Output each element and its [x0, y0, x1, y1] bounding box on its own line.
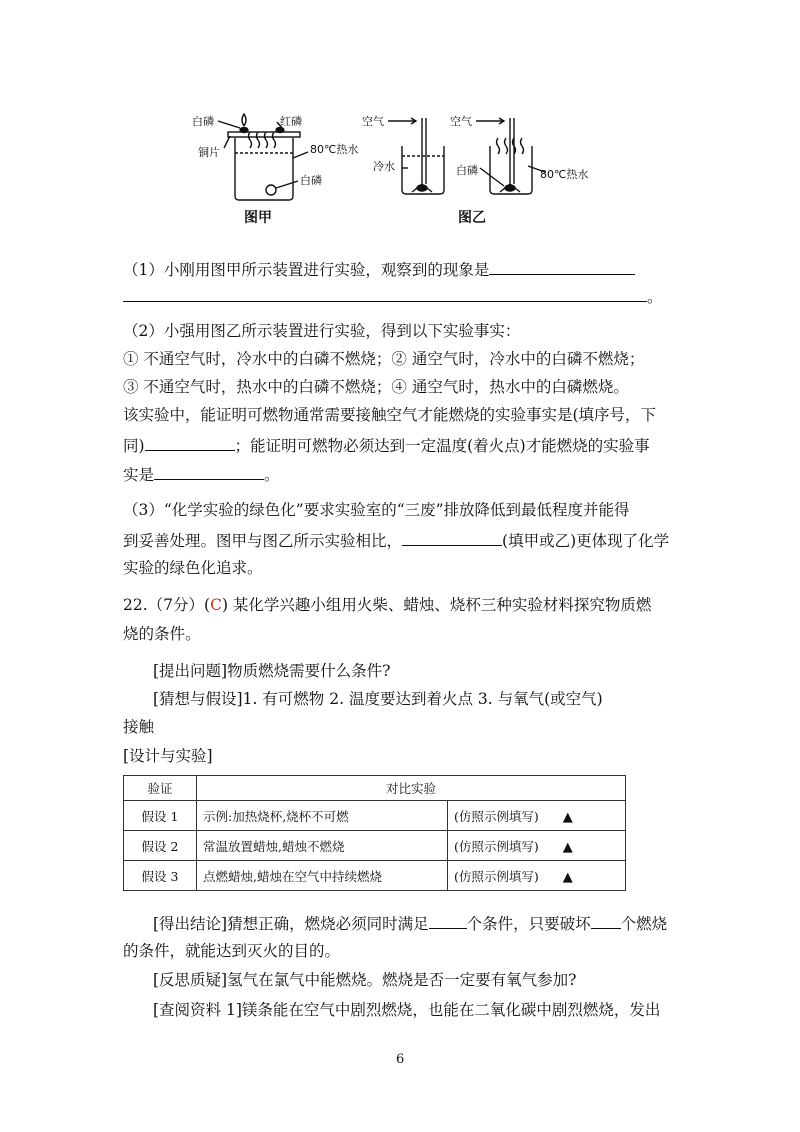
q2-facts-line2: ③ 不通空气时，热水中的白磷不燃烧；④ 通空气时，热水中的白磷燃烧。	[123, 378, 629, 396]
table-row	[124, 801, 626, 831]
q2-ask-line2b: ；能证明可燃物必须达到一定温度(着火点)才能燃烧的实验事	[234, 437, 650, 455]
label-yi-hot-water: 80℃热水	[540, 168, 589, 181]
fill-hint: (仿照示例填写)	[454, 868, 539, 884]
label-jia-hot-water: 80℃热水	[310, 143, 359, 156]
table-row	[124, 831, 626, 861]
fill-hint: (仿照示例填写)	[454, 838, 539, 854]
q22-hypothesis1: [猜想与假设]1. 有可燃物 2. 温度要达到着火点 3. 与氧气(或空气)	[153, 690, 603, 708]
q22-stem1: 某化学兴趣小组用火柴、蜡烛、烧杯三种实验材料探究物质燃	[228, 596, 652, 614]
table-cell-fill[interactable]	[448, 801, 626, 831]
q3-line2	[123, 529, 669, 551]
label-jia-white-p-bottom: 白磷	[300, 174, 322, 187]
q22-conclusion2: 的条件，就能达到灭火的目的。	[123, 942, 341, 960]
table-cell-hypothesis: 假设 3	[124, 861, 197, 891]
triangle-icon: ▲	[562, 809, 573, 825]
table-cell-hypothesis: 假设 2	[124, 831, 197, 861]
q2-answer-blank-1[interactable]	[145, 434, 235, 451]
q3-line3: 实验的绿色化追求。	[123, 559, 263, 577]
table-cell-example: 点燃蜡烛,蜡烛在空气中持续燃烧	[197, 861, 448, 891]
table-cell-fill[interactable]	[448, 861, 626, 891]
q1-end: 。	[647, 288, 663, 306]
q2-ask-line2	[123, 434, 650, 456]
table-row	[124, 861, 626, 891]
q22-reflection: [反思质疑]氢气在氯气中能燃烧。燃烧是否一定要有氧气参加?	[153, 971, 577, 989]
q2-answer-blank-2[interactable]	[154, 463, 264, 480]
q22-stem-line2: 烧的条件。	[123, 625, 201, 643]
q22-hypothesis2: 接触	[123, 718, 155, 736]
label-jia-red-p: 红磷	[280, 115, 302, 128]
figure-yi	[388, 118, 545, 194]
table-cell-hypothesis: 假设 1	[124, 801, 197, 831]
experiment-figure	[190, 108, 610, 233]
table-header-verify: 验证	[124, 776, 197, 801]
table-cell-fill[interactable]	[448, 831, 626, 861]
q22-material1: [查阅资料 1]镁条能在空气中剧烈燃烧，也能在二氧化碳中剧烈燃烧，发出	[153, 1001, 661, 1019]
q1-answer-blank-2[interactable]	[123, 285, 647, 302]
q1-line2	[123, 285, 663, 307]
label-yi-white-p: 白磷	[456, 164, 478, 177]
q2-ask-line3b: 。	[264, 466, 280, 484]
triangle-icon: ▲	[562, 869, 573, 885]
q22-conclusion-a: [得出结论]猜想正确，燃烧必须同时满足	[153, 915, 429, 933]
q22-conclusion-b: 个条件，只要破坏	[466, 915, 591, 933]
q2-ask-line1: 该实验中，能证明可燃物通常需要接触空气才能燃烧的实验事实是(填序号，下	[123, 406, 657, 424]
q3-line2a: 到妥善处理。图甲与图乙所示实验相比，	[123, 532, 403, 550]
q1-answer-blank[interactable]	[489, 258, 635, 275]
caption-jia: 图甲	[244, 210, 272, 226]
q1-text: （1）小刚用图甲所示装置进行实验，观察到的现象是	[123, 261, 490, 279]
q3-line2b: (填甲或乙)更体现了化学	[502, 532, 670, 550]
label-jia-copper: 铜片	[198, 146, 220, 159]
label-yi-cold-water: 冷水	[373, 160, 395, 173]
q3-line1: （3）“化学实验的绿色化”要求实验室的“三废”排放降低到最低程度并能得	[123, 501, 630, 519]
q2-ask-line3a: 实是	[123, 466, 155, 484]
q1-line	[123, 258, 635, 280]
q22-grade: C	[210, 596, 222, 614]
q22-problem: [提出问题]物质燃烧需要什么条件?	[153, 662, 391, 680]
q22-conclusion-c: 个燃烧	[620, 915, 668, 933]
label-jia-white-p-top: 白磷	[192, 115, 214, 128]
q3-answer-blank[interactable]	[402, 529, 502, 546]
q2-ask-line2a: 同)	[123, 437, 145, 455]
q22-number: 22.（7分）(	[123, 596, 211, 614]
q22-close: )	[221, 596, 228, 614]
table-cell-example: 示例:加热烧杯,烧杯不可燃	[197, 801, 448, 831]
q2-facts-line1: ① 不通空气时，冷水中的白磷不燃烧；② 通空气时，冷水中的白磷不燃烧；	[123, 350, 645, 368]
label-yi-air-left: 空气	[362, 115, 384, 128]
experiment-table	[123, 775, 626, 891]
fill-hint: (仿照示例填写)	[454, 808, 539, 824]
q22-stem-line1	[123, 595, 651, 615]
table-cell-example: 常温放置蜡烛,蜡烛不燃烧	[197, 831, 448, 861]
label-yi-air-right: 空气	[450, 115, 472, 128]
caption-yi: 图乙	[458, 210, 486, 226]
q22-design: [设计与实验]	[123, 747, 213, 765]
q22-conclusion-line1	[153, 912, 667, 934]
q2-intro: （2）小强用图乙所示装置进行实验，得到以下实验事实：	[123, 322, 521, 340]
q2-ask-line3	[123, 463, 280, 485]
conclusion-blank-1[interactable]	[429, 912, 467, 929]
page-number: 6	[396, 1052, 405, 1067]
table-header-row	[124, 776, 626, 801]
conclusion-blank-2[interactable]	[591, 912, 621, 929]
triangle-icon: ▲	[562, 839, 573, 855]
table-header-compare: 对比实验	[197, 776, 626, 801]
